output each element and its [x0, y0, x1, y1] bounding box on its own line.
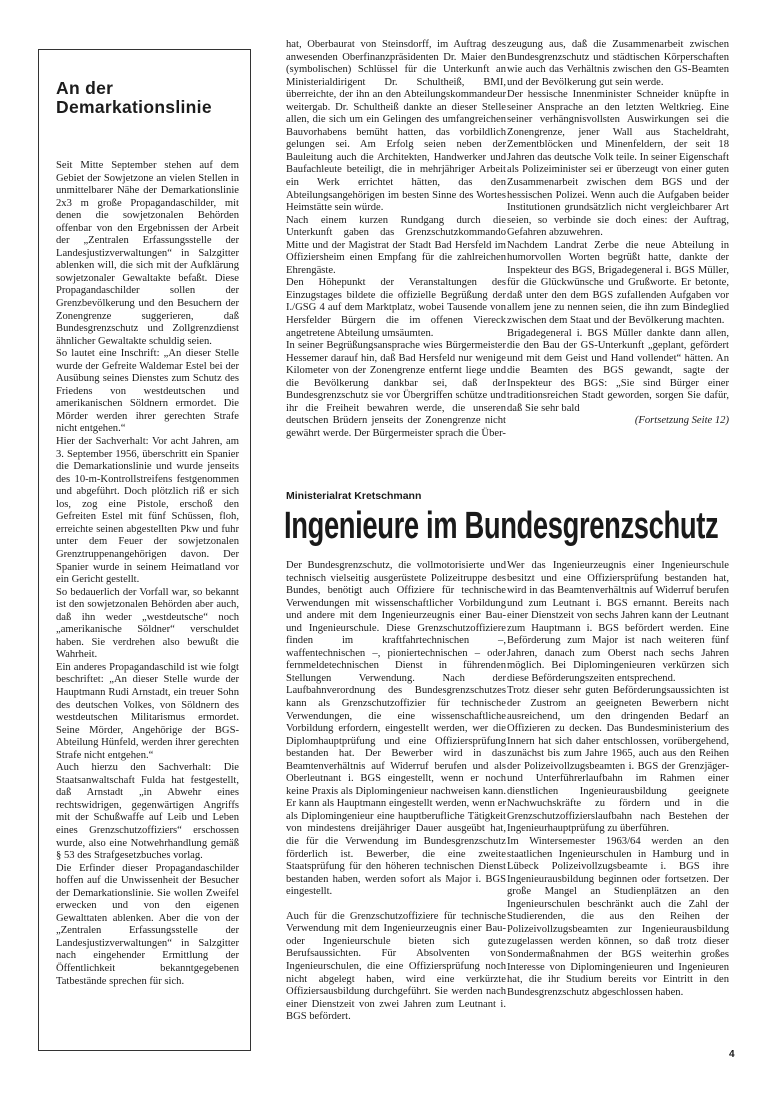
paragraph: Den Höhepunkt der Veranstaltungen des Einzugstages bildete die offizielle Begrüßung der I./GSG 4 auf dem Marktplatz, wobei Tausende von Hersfelder Bürgern die im offenen Viereck angetretene Abteilung umsäumten. — [286, 277, 506, 339]
sidebar-box-title-line2: Demarkationslinie — [56, 97, 212, 117]
paragraph: Nachdem Landrat Zerbe die neue Abteilung in humorvollen Worten begrüßt hatte, dankte der Inspekteur des BGS, Brigadegeneral i. BGS Müller, für die Glückwünsche und Grußworte. Er betonte, daß unter den dem BGS zufallenden Aufgaben vor allem jene zu nennen seien, die ihn zum Bindeglied zwischen dem Staat und der Bevölkerung machten. — [507, 239, 729, 327]
upper-article-column-2 — [507, 39, 729, 428]
paragraph: Der hessische Innenminister Schneider knüpfte in seiner Ansprache an den letzten Weltkrieg. Eine seiner verhängnisvollsten Auswirkungen sei die Zonengrenze, jener Wall aus Stacheldraht, Zementblöcken und Minenfeldern, der seit 18 Jahren das deutsche Volk teile. In seiner Eigenschaft als Polizeiminister sei er überzeugt von einer guten Zusammenarbeit zwischen dem BGS und der hessischen Polizei. Wenn auch die Aufgaben beider Institutionen grundsätzlich nicht vergleichbarer Art seien, so verbinde sie doch eines: der Auftrag, Gefahren abzuwehren. — [507, 89, 730, 239]
sidebar-box-title — [56, 79, 212, 117]
paragraph: Hier der Sachverhalt: Vor acht Jahren, am 3. September 1956, überschritt ein Spanier die Demarkationslinie und wurde jenseits des 10-m-Kontrollstreifens festgenommen und abgeführt. Doch plötzlich riß er sich los, zog eine Pistole, erschoß den Gefreiten Estel mit fünf Schüssen, floh, erreichte seinen abgestellten Pkw und fuhr unter dem Feuer der sowjetzonalen Grenztruppenangehörigen davon. Der Spanier wurde in seinem Heimatland vor ein Gericht gestellt. — [56, 436, 239, 586]
paragraph: hat, Oberbaurat von Steinsdorff, im Auftrag des anwesenden Oberfinanzpräsidenten Dr. Maier den (symbolischen) Schlüssel für die Unterkunft an Ministerialdirigent Dr. Schultheiß, BMI, überreichte, der ihn an den Abteilungskommandeur weitergab. Dr. Schultheiß dankte an dieser Stelle allen, die sich um ein Gelingen des umfangreichen Bauvorhabens bemüht hatten, das vorbildlich gelungen sei. Am Erfolg seien neben der Bauleitung auch die Architekten, Handwerker und Baufachleute beteiligt, die in mehrjähriger Arbeit ein Werk errichtet hätten, das den Abteilungsangehörigen im besten Sinne des Wortes Heimstätte sein würde. — [286, 39, 506, 214]
continuation-note: (Fortsetzung Seite 12) — [634, 415, 729, 427]
paragraph: Trotz dieser sehr guten Beförderungsaussichten ist der Zustrom an geeigneten Bewerbern nicht ausreichend, um den dringenden Bedarf an Offizieren zu decken. Das Bundesministerium des Innern hat sich daher entschlossen, vorübergehend, zunächst bis zum Jahre 1965, auch aus den Reihen der Polizeivollzugsbeamten i. BGS der Grenzjäger- und Unterführerlaufbahn im Rahmen einer dienstlichen Ingenieurausbildung geeignete Nachwuchskräfte zu fördern und in die Grenzschutzoffizierslaufbahn nach Bestehen der Ingenieurhauptprüfung zu überführen. — [507, 685, 729, 835]
paragraph: Auch hierzu den Sachverhalt: Die Staatsanwaltschaft Fulda hat festgestellt, daß Arnstadt „in Abwehr eines rechtswidrigen, gegenwärtigen Angriffs mit der Schußwaffe auf Leib und Leben eines Grenzschutzoffiziers“ erschossen wurde, also eine Notwehrhandlung gemäß § 53 des Strafgesetzbuches vorlag. — [56, 762, 239, 862]
paragraph: Seit Mitte September stehen auf dem Gebiet der Sowjetzone an vielen Stellen in unmittelbarer Nähe der Demarkationslinie 2x3 m große Propagandaschilder, mit denen die sowjetzonalen Behörden offenbar von den Ergebnissen der Arbeit der „Zentralen Erfassungsstelle der Landesjustizverwaltungen“ in Salzgitter ablenken will, die sich mit der Aufklärung sowjetzonaler Gewaltakte befaßt. Diese Propagandaschilder sollen der Grenzbevölkerung und den Besuchern der Zonengrenze suggerieren, daß Bundesgrenzschutz und Zollgrenzdienst ähnlicher Gewaltakte schuldig seien. — [56, 160, 239, 347]
main-article-column-2 — [507, 560, 729, 999]
paragraph: Auch für die Grenzschutzoffiziere für technische Verwendung mit dem Ingenieurzeugnis einer Bau- oder Ingenieurschule bieten sich gute Berufsaussichten. Für Absolventen von Ingenieurschulen, die eine Offiziersprüfung noch nicht abgelegt haben, wird eine verkürzte Offiziersausbildung durchgeführt. Sie werden nach einer Dienstzeit von zwei Jahren zum Leutnant i. BGS befördert. — [286, 910, 506, 1023]
sidebar-box-title-line1: An der — [56, 78, 114, 98]
paragraph: In seiner Begrüßungsansprache wies Bürgermeister Hessemer darauf hin, daß Bad Hersfeld nur wenige Kilometer von der Zonengrenze entfernt liege und die Bevölkerung dankbar sei, daß der Bundesgrenzschutz sie vor Übergriffen schütze und ihr die Freiheit bewahren werde, die unseren deutschen Brüdern jenseits der Zonengrenze nicht gewährt werde. Der Bürgermeister sprach die Über- — [286, 340, 506, 439]
article-byline: Ministerialrat Kretschmann — [286, 490, 422, 502]
paragraph: So bedauerlich der Vorfall war, so bekannt ist den sowjetzonalen Behörden aber auch, daß ihn weder „westdeutsche“ noch „amerikanische Söldner“ verschuldet haben. Sie verdrehen also bewußt die Wahrheit. — [56, 586, 239, 661]
paragraph: Wer das Ingenieurzeugnis einer Ingenieurschule besitzt und eine Offiziersprüfung bestanden hat, wird in das Beamtenverhältnis auf Widerruf berufen und zum Leutnant i. BGS ernannt. Bereits nach einer Dienstzeit von sechs Jahren kann der Leutnant zum Hauptmann i. BGS befördert werden. Eine Beförderung zum Major ist nach weiteren fünf Jahren, danach zum Oberst nach sechs Jahren möglich. Bei Diplomingenieuren verkürzen sich diese Beförderungszeiten entsprechend. — [507, 560, 729, 684]
article-headline: Ingenieure im Bundesgrenzschutz — [284, 505, 719, 547]
sidebar-box-body — [56, 160, 239, 988]
paragraph-gap — [286, 899, 506, 911]
page-number: 4 — [729, 1049, 735, 1060]
paragraph: So lautet eine Inschrift: „An dieser Stelle wurde der Gefreite Waldemar Estel bei der Ausübung seines Dienstes zum Schutz des Friedens von westdeutschen und amerikanischen Söldnern ermordet. Die Mörder werden ihrer gerechten Strafe nicht entgehen.“ — [56, 348, 239, 435]
paragraph: Im Wintersemester 1963/64 werden an den staatlichen Ingenieurschulen in Hamburg und in Lübeck Polizeivollzugsbeamte i. BGS ihre Ingenieurausbildung beginnen oder fortsetzen. Der große Mangel an Studienplätzen an den Ingenieurschulen beschränkt auch die Zahl der Studierenden, die aus den Reihen der Polizeivollzugsbeamten zur Ingenieurausbildung zugelassen werden können, so daß trotz dieser Sondermaßnahmen der BGS weiterhin großes Interesse von Diplomingenieuren und Ingenieuren hat, die ihr Studium bereits vor Eintritt in den Bundesgrenzschutz abgeschlossen haben. — [507, 836, 729, 998]
paragraph: Nach einem kurzen Rundgang durch die Unterkunft gaben das Grenzschutzkommando Mitte und der Magistrat der Stadt Bad Hersfeld im Offiziersheim einen Empfang für die zahlreichen Ehrengäste. — [286, 214, 506, 276]
upper-article-column-1 — [286, 39, 506, 441]
sidebar-box-article — [38, 49, 251, 1051]
paragraph: Der Bundesgrenzschutz, die vollmotorisierte und technisch vielseitig ausgerüstete Polizeitruppe des Bundes, benötigt auch Offiziere für technische Verwendungen mit wissenschaftlicher Vorbildung und andere mit dem Ingenieurzeugnis einer Bau- und Ingenieurschule. Diese Grenzschutzoffiziere finden im kraftfahrtechnischen –, waffentechnischen –, pioniertechnischen – oder fernmeldetechnischen Dienst in führenden Stellungen Verwendung. Nach der Laufbahnverordnung des Bundesgrenzschutzes kann als Grenzschutzoffizier für technische Verwendungen, die eine wissenschaftliche Vorbildung erfordern, eingestellt werden, wer die Diplomhauptprüfung und eine Offiziersprüfung bestanden hat. Der Bewerber wird in das Beamtenverhältnis auf Widerruf berufen und als Oberleutnant i. BGS eingestellt, wenn er noch keine Praxis als Diplomingenieur nachweisen kann. Er kann als Hauptmann eingestellt werden, wenn er als Diplomingenieur eine hauptberufliche Tätigkeit von mindestens dreijähriger Dauer ausgeübt hat, die für die Verwendung im Bundesgrenzschutz förderlich ist. Bewerber, die eine zweite Staatsprüfung für den höheren technischen Dienst bestanden haben, werden sofort als Major i. BGS eingestellt. — [286, 560, 506, 898]
main-article-column-1 — [286, 560, 506, 1024]
paragraph: Brigadegeneral i. BGS Müller dankte dann allen, die den Bau der GS-Unterkunft „geplant, gefördert und mit dem Geist und Hand vollendet“ hätten. An die Beamten des BGS gewandt, sagte der Inspekteur des BGS: „Sie sind Bürger einer traditionsreichen Stadt geworden, sorgen Sie dafür, daß Sie sehr bald — [507, 327, 729, 414]
paragraph: Die Erfinder dieser Propagandaschilder hoffen auf die Unwissenheit der Besucher der Demarkationslinie. Sie wollen Zweifel erwecken und von den eigenen Gewalttaten ablenken. Aber die von der „Zentralen Erfassungsstelle der Landesjustizverwaltungen“ in Salzgitter nach eingehender Ermittlung der Öffentlichkeit bekanntgegebenen Tatbestände sprechen für sich. — [56, 862, 239, 987]
paragraph: zeugung aus, daß die Zusammenarbeit zwischen Bundesgrenzschutz und städtischen Körperschaften wie auch das Verhältnis zwischen den GS-Beamten und der Bevölkerung gut sein werde. — [507, 39, 729, 88]
paragraph: Ein anderes Propagandaschild ist wie folgt beschriftet: „An dieser Stelle wurde der Hauptmann Rudi Arnstadt, ein treuer Sohn des deutschen Volkes, von Söldnern des westdeutschen Militarismus ermordet. Seine Mörder, Angehörige der BGS-Abteilung Hünfeld, werden ihrer gerechten Strafe nicht entgehen.“ — [56, 661, 239, 761]
